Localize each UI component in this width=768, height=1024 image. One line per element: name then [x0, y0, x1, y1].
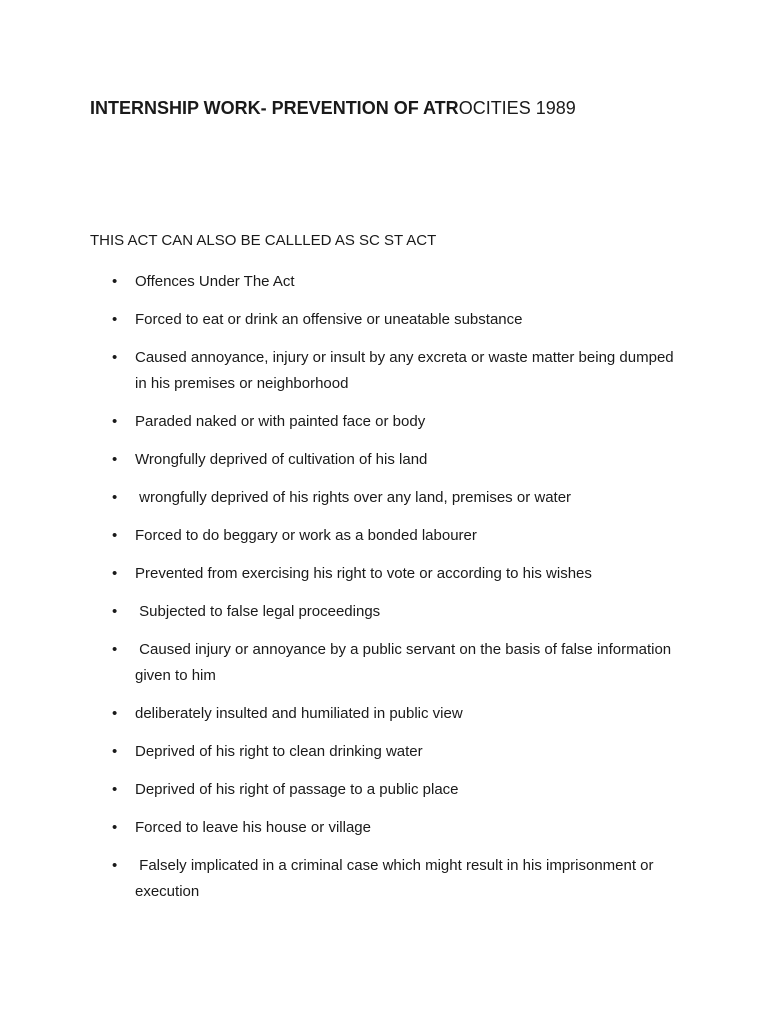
- bullet-icon: •: [112, 527, 118, 544]
- bullet-icon: •: [112, 565, 118, 582]
- list-item-text: Prevented from exercising his right to vote or according to his wishes: [135, 565, 592, 582]
- title-bold-part: INTERNSHIP WORK- PREVENTION OF ATR: [90, 98, 459, 118]
- bullet-icon: •: [112, 273, 118, 290]
- title-regular-part: OCITIES 1989: [458, 98, 576, 118]
- list-item: [0, 561, 768, 587]
- list-item-text: deliberately insulted and humiliated in public view: [135, 705, 463, 722]
- intro-line: THIS ACT CAN ALSO BE CALLLED AS SC ST ACT: [90, 232, 437, 249]
- bullet-icon: •: [112, 857, 118, 874]
- list-item: [0, 345, 768, 397]
- list-item: [0, 701, 768, 727]
- bullet-icon: •: [112, 451, 118, 468]
- list-item-text: wrongfully deprived of his rights over any land, premises or water: [135, 489, 572, 506]
- offences-list: [0, 269, 768, 917]
- list-item-text: Forced to do beggary or work as a bonded labourer: [135, 527, 477, 544]
- list-item: [0, 447, 768, 473]
- bullet-icon: •: [112, 489, 118, 506]
- list-item: [0, 409, 768, 435]
- list-item-text: Offences Under The Act: [135, 273, 295, 290]
- list-item: [0, 853, 768, 905]
- bullet-icon: •: [112, 603, 118, 620]
- bullet-icon: •: [112, 781, 118, 798]
- list-item: [0, 269, 768, 295]
- bullet-icon: •: [112, 705, 118, 722]
- list-item-text: Caused annoyance, injury or insult by any excreta or waste matter being dumped in his premises or neighborhood: [135, 349, 678, 392]
- list-item: [0, 777, 768, 803]
- list-item: [0, 523, 768, 549]
- list-item-text: Deprived of his right to clean drinking water: [135, 743, 423, 760]
- list-item-text: Paraded naked or with painted face or body: [135, 413, 426, 430]
- list-item-text: Subjected to false legal proceedings: [135, 603, 381, 620]
- list-item: [0, 599, 768, 625]
- list-item-text: Forced to leave his house or village: [135, 819, 371, 836]
- list-item: [0, 815, 768, 841]
- list-item: [0, 307, 768, 333]
- list-item-text: Falsely implicated in a criminal case which might result in his imprisonment or execution: [135, 857, 658, 900]
- list-item-text: Forced to eat or drink an offensive or uneatable substance: [135, 311, 523, 328]
- document-title: [90, 96, 576, 120]
- list-item: [0, 739, 768, 765]
- bullet-icon: •: [112, 349, 118, 366]
- bullet-icon: •: [112, 819, 118, 836]
- list-item-text: Wrongfully deprived of cultivation of his land: [135, 451, 428, 468]
- list-item-text: Caused injury or annoyance by a public servant on the basis of false information given to him: [135, 641, 676, 684]
- bullet-icon: •: [112, 311, 118, 328]
- list-item-text: Deprived of his right of passage to a public place: [135, 781, 459, 798]
- list-item: [0, 637, 768, 689]
- bullet-icon: •: [112, 743, 118, 760]
- bullet-icon: •: [112, 413, 118, 430]
- bullet-icon: •: [112, 641, 118, 658]
- list-item: [0, 485, 768, 511]
